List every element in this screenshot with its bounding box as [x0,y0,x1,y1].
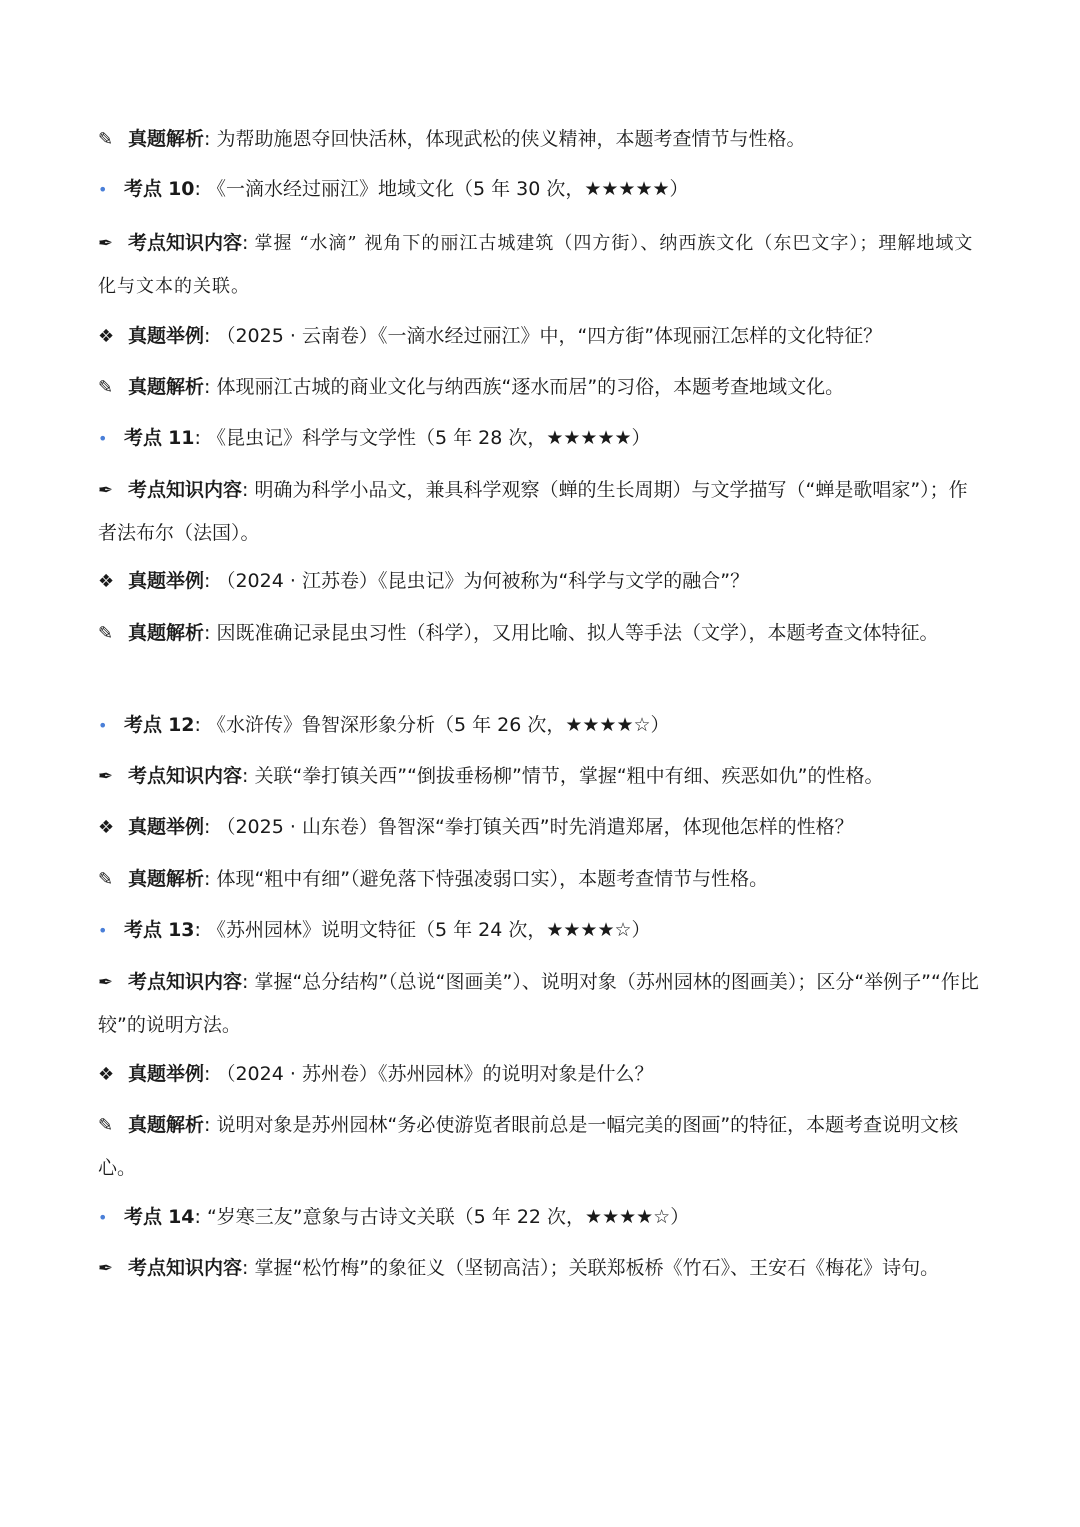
label: 考点知识内容 [128,232,243,254]
separator: : [242,232,255,254]
separator: : [242,765,255,787]
pencil-icon: ✎ [98,377,114,398]
answer-analysis-prev [98,118,984,161]
label: 考点 [124,919,163,941]
label: 真题举例 [128,816,205,838]
text: 《水浒传》鲁智深形象分析（5 年 26 次，★★★★☆） [206,714,670,736]
text: 《苏州园林》说明文特征（5 年 24 次，★★★★☆） [206,919,651,941]
pen-icon: ✒ [98,233,114,254]
label: 真题举例 [128,570,205,592]
exam-point-13 [98,909,984,952]
separator: : [194,714,207,736]
label: 考点 [124,1206,163,1228]
text: 《昆虫记》科学与文学性（5 年 28 次，★★★★★） [206,427,651,449]
separator: : [204,868,217,890]
answer-analysis-10 [98,366,984,409]
separator: : [242,1257,255,1279]
exam-example-12 [98,806,984,849]
text: 说明对象是苏州园林“务必使游览者眼前总是一幅完美的图画”的特征，本题考查说明文核心。 [98,1114,959,1179]
point-number: 12 [168,714,195,736]
pen-icon: ✒ [98,972,114,993]
separator: : [204,325,217,347]
exam-example-10 [98,315,984,358]
text: 《一滴水经过丽江》地域文化（5 年 30 次，★★★★★） [206,178,689,200]
pencil-icon: ✎ [98,1115,114,1136]
knowledge-content-11 [98,469,984,554]
diamond-icon: ❖ [98,1064,115,1085]
text: 因既准确记录昆虫习性（科学），又用比喻、拟人等手法（文学），本题考查文体特征。 [216,622,939,644]
diamond-icon: ❖ [98,817,115,838]
text: “岁寒三友”意象与古诗文关联（5 年 22 次，★★★★☆） [206,1206,690,1228]
text: 为帮助施恩夺回快活林，体现武松的侠义精神，本题考查情节与性格。 [216,128,806,150]
label: 考点知识内容 [128,479,243,501]
text: （2024 · 苏州卷）《苏州园林》的说明对象是什么？ [216,1063,654,1085]
separator: : [204,570,217,592]
diamond-icon: ❖ [98,571,115,592]
separator: : [204,1114,217,1136]
label: 真题举例 [128,325,205,347]
bullet-icon: • [98,716,108,735]
answer-analysis-11 [98,612,984,655]
pen-icon: ✒ [98,1258,114,1279]
separator: : [194,178,207,200]
text: 掌握“松竹梅”的象征义（坚韧高洁）；关联郑板桥《竹石》、王安石《梅花》诗句。 [254,1257,940,1279]
exam-point-14 [98,1196,984,1239]
knowledge-content-13 [98,961,984,1046]
text: （2024 · 江苏卷）《昆虫记》为何被称为“科学与文学的融合”？ [216,570,750,592]
pen-icon: ✒ [98,480,114,501]
knowledge-content-14 [98,1247,984,1290]
separator: : [242,479,255,501]
bullet-icon: • [98,1208,108,1227]
bullet-icon: • [98,921,108,940]
pencil-icon: ✎ [98,623,114,644]
text: 掌握“总分结构”（总说“图画美”）、说明对象（苏州园林的图画美）；区分“举例子”“作比较”的说明方法。 [98,971,979,1036]
label: 真题解析 [128,622,205,644]
text: 关联“拳打镇关西”“倒拔垂杨柳”情节，掌握“粗中有细、疾恶如仇”的性格。 [254,765,884,787]
point-number: 13 [168,919,195,941]
label: 真题解析 [128,1114,205,1136]
diamond-icon: ❖ [98,326,115,347]
point-number: 10 [168,178,195,200]
knowledge-content-12 [98,755,984,798]
label: 真题解析 [128,128,205,150]
pencil-icon: ✎ [98,129,114,150]
separator: : [204,816,217,838]
knowledge-content-10 [98,222,984,308]
bullet-icon: • [98,180,108,199]
text: （2025 · 云南卷）《一滴水经过丽江》中，“四方街”体现丽江怎样的文化特征？ [216,325,883,347]
label: 真题解析 [128,868,205,890]
separator: : [204,1063,217,1085]
separator: : [204,376,217,398]
exam-point-11 [98,417,984,460]
separator: : [204,622,217,644]
answer-analysis-13 [98,1104,984,1189]
label: 考点 [124,427,163,449]
label: 真题解析 [128,376,205,398]
text: 明确为科学小品文，兼具科学观察（蝉的生长周期）与文学描写（“蝉是歌唱家”）；作者法布尔（法国）。 [98,479,968,544]
separator: : [242,971,255,993]
separator: : [194,919,207,941]
label: 考点 [124,714,163,736]
label: 考点 [124,178,163,200]
separator: : [194,1206,207,1228]
text: 体现“粗中有细”（避免落下恃强凌弱口实），本题考查情节与性格。 [216,868,769,890]
pen-icon: ✒ [98,766,114,787]
pencil-icon: ✎ [98,869,114,890]
exam-point-10 [98,168,984,211]
point-number: 14 [168,1206,195,1228]
text: 掌握 “水滴” 视角下的丽江古城建筑（四方街）、纳西族文化（东巴文字）；理解地域文化与文本的关联。 [98,233,974,297]
exam-example-13 [98,1053,984,1096]
point-number: 11 [168,427,195,449]
label: 考点知识内容 [128,765,243,787]
separator: : [194,427,207,449]
exam-example-11 [98,560,984,603]
separator: : [204,128,217,150]
label: 考点知识内容 [128,1257,243,1279]
answer-analysis-12 [98,858,984,901]
text: 体现丽江古城的商业文化与纳西族“逐水而居”的习俗，本题考查地域文化。 [216,376,845,398]
text: （2025 · 山东卷）鲁智深“拳打镇关西”时先消遣郑屠，体现他怎样的性格？ [216,816,854,838]
label: 真题举例 [128,1063,205,1085]
bullet-icon: • [98,429,108,448]
label: 考点知识内容 [128,971,243,993]
exam-point-12 [98,704,984,747]
